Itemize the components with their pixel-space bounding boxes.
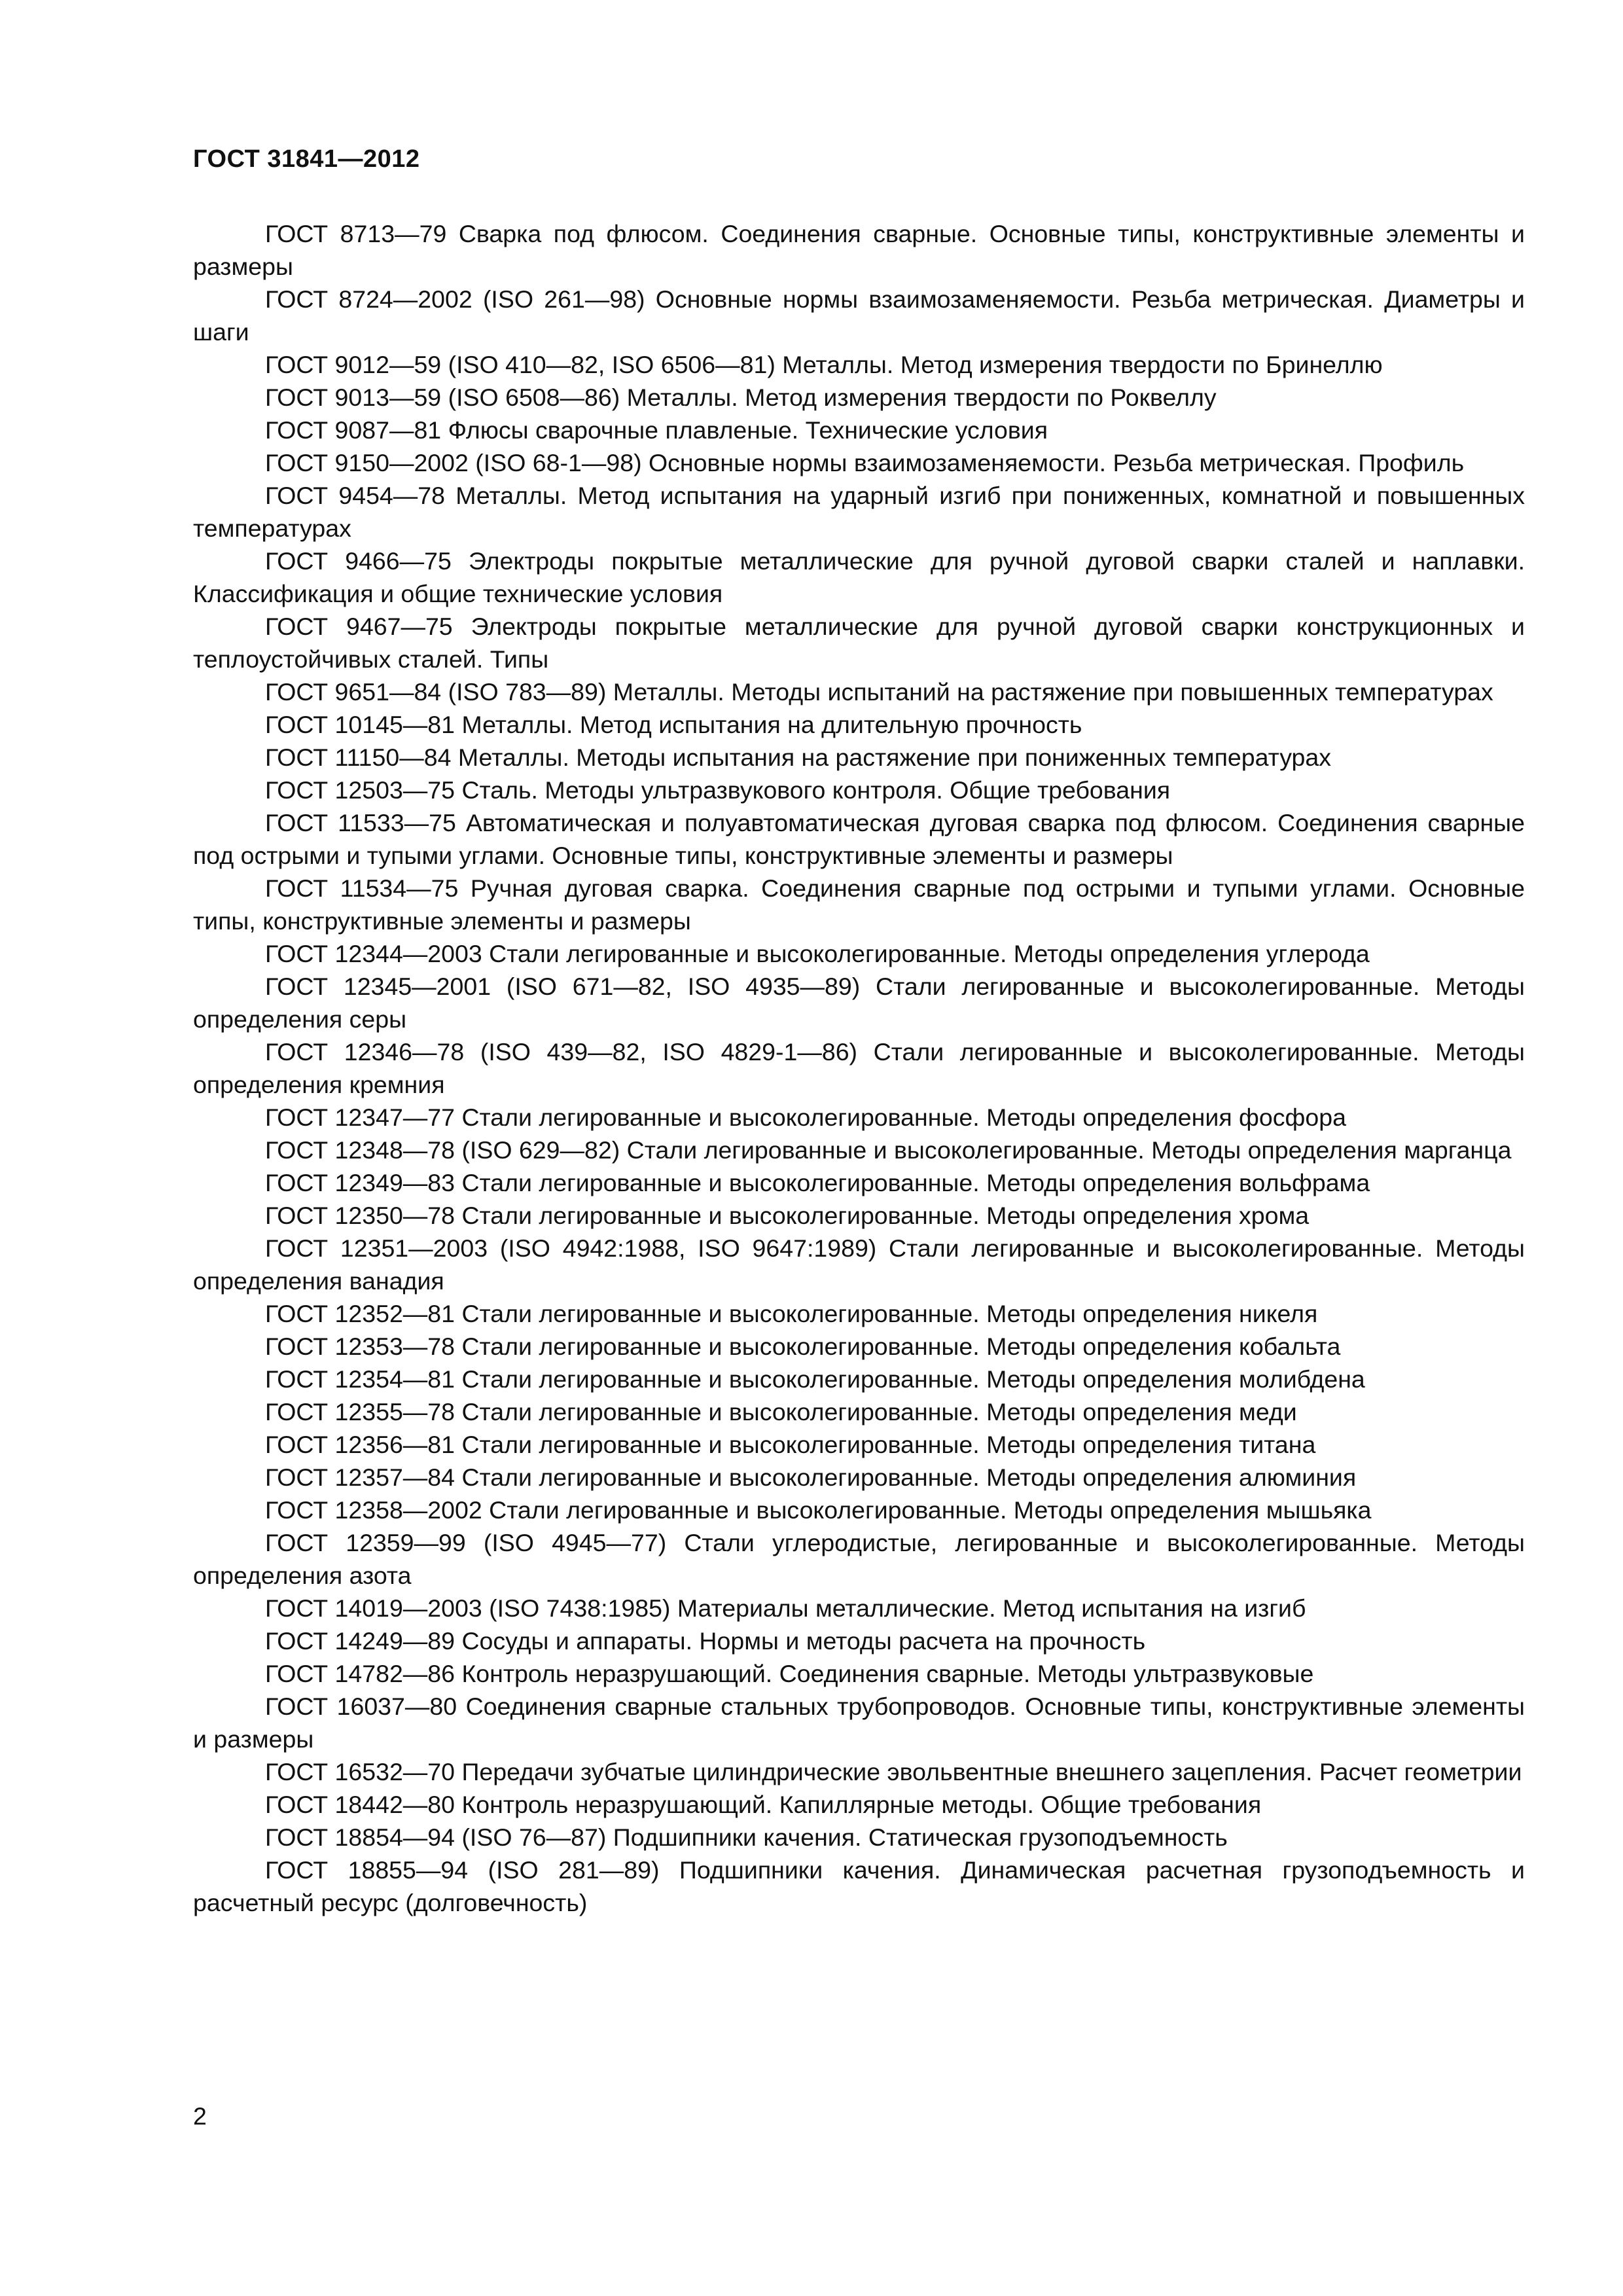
reference-item: ГОСТ 9012—59 (ISO 410—82, ISO 6506—81) Металлы. Метод измерения твердости по Бринеллю: [265, 351, 1383, 378]
reference-item: ГОСТ 9013—59 (ISO 6508—86) Металлы. Метод измерения твердости по Роквеллу: [265, 384, 1217, 411]
reference-item: ГОСТ 12356—81 Стали легированные и высоколегированные. Методы определения титана: [265, 1431, 1316, 1458]
reference-item: ГОСТ 18442—80 Контроль неразрушающий. Капиллярные методы. Общие требования: [265, 1791, 1262, 1818]
reference-item: ГОСТ 12357—84 Стали легированные и высоколегированные. Методы определения алюминия: [265, 1463, 1357, 1491]
reference-item: ГОСТ 18854—94 (ISO 76—87) Подшипники качения. Статическая грузоподъемность: [265, 1823, 1228, 1851]
reference-item: ГОСТ 14249—89 Сосуды и аппараты. Нормы и методы расчета на прочность: [265, 1627, 1146, 1655]
reference-item: ГОСТ 12503—75 Сталь. Методы ультразвукового контроля. Общие требования: [265, 776, 1171, 804]
reference-item: ГОСТ 12347—77 Стали легированные и высоколегированные. Методы определения фосфора: [265, 1103, 1346, 1131]
reference-item: ГОСТ 18855—94 (ISO 281—89) Подшипники качения. Динамическая расчетная грузоподъемность и расчетный ресурс (долговечность): [193, 1856, 1525, 1916]
document-header: ГОСТ 31841—2012: [193, 145, 420, 173]
reference-item: ГОСТ 11534—75 Ручная дуговая сварка. Соединения сварные под острыми и тупыми углами. Основные типы, конструктивные элементы и размеры: [193, 874, 1525, 935]
reference-item: ГОСТ 12348—78 (ISO 629—82) Стали легированные и высоколегированные. Методы определения марганца: [265, 1136, 1512, 1164]
reference-item: ГОСТ 12355—78 Стали легированные и высоколегированные. Методы определения меди: [265, 1398, 1297, 1426]
reference-item: ГОСТ 12352—81 Стали легированные и высоколегированные. Методы определения никеля: [265, 1300, 1318, 1327]
references-list: [193, 217, 1525, 1919]
reference-item: ГОСТ 12351—2003 (ISO 4942:1988, ISO 9647:1989) Стали легированные и высоколегированные. Методы определения ванадия: [193, 1234, 1525, 1295]
reference-item: ГОСТ 12349—83 Стали легированные и высоколегированные. Методы определения вольфрама: [265, 1169, 1370, 1196]
reference-item: ГОСТ 14019—2003 (ISO 7438:1985) Материалы металлические. Метод испытания на изгиб: [265, 1594, 1306, 1622]
reference-item: ГОСТ 16532—70 Передачи зубчатые цилиндрические эвольвентные внешнего зацепления. Расчет геометрии: [265, 1758, 1522, 1785]
reference-item: ГОСТ 9467—75 Электроды покрытые металлические для ручной дуговой сварки конструкционных и теплоустойчивых сталей. Типы: [193, 613, 1525, 673]
reference-item: ГОСТ 9466—75 Электроды покрытые металлические для ручной дуговой сварки сталей и наплавки. Классификация и общие технические условия: [193, 547, 1525, 607]
reference-item: ГОСТ 12344—2003 Стали легированные и высоколегированные. Методы определения углерода: [265, 940, 1370, 967]
reference-item: ГОСТ 16037—80 Соединения сварные стальных трубопроводов. Основные типы, конструктивные элементы и размеры: [193, 1693, 1525, 1753]
reference-item: ГОСТ 12346—78 (ISO 439—82, ISO 4829-1—86) Стали легированные и высоколегированные. Методы определения кремния: [193, 1038, 1525, 1098]
reference-item: ГОСТ 8713—79 Сварка под флюсом. Соединения сварные. Основные типы, конструктивные элементы и размеры: [193, 220, 1525, 280]
reference-item: ГОСТ 14782—86 Контроль неразрушающий. Соединения сварные. Методы ультразвуковые: [265, 1660, 1314, 1687]
reference-item: ГОСТ 9150—2002 (ISO 68-1—98) Основные нормы взаимозаменяемости. Резьба метрическая. Профиль: [265, 449, 1465, 476]
reference-item: ГОСТ 9651—84 (ISO 783—89) Металлы. Методы испытаний на растяжение при повышенных температурах: [265, 678, 1493, 706]
reference-item: ГОСТ 9087—81 Флюсы сварочные плавленые. Технические условия: [265, 416, 1048, 444]
reference-item: ГОСТ 12359—99 (ISO 4945—77) Стали углеродистые, легированные и высоколегированные. Методы определения азота: [193, 1529, 1525, 1589]
reference-item: ГОСТ 11150—84 Металлы. Методы испытания на растяжение при пониженных температурах: [265, 744, 1332, 771]
reference-item: ГОСТ 9454—78 Металлы. Метод испытания на ударный изгиб при пониженных, комнатной и повышенных температурах: [193, 482, 1525, 542]
reference-item: ГОСТ 11533—75 Автоматическая и полуавтоматическая дуговая сварка под флюсом. Соединения сварные под острыми и тупыми углами. Основные типы, конструктивные элементы и размеры: [193, 809, 1525, 869]
reference-item: ГОСТ 10145—81 Металлы. Метод испытания на длительную прочность: [265, 711, 1082, 738]
reference-item: ГОСТ 12353—78 Стали легированные и высоколегированные. Методы определения кобальта: [265, 1333, 1341, 1360]
reference-item: ГОСТ 12350—78 Стали легированные и высоколегированные. Методы определения хрома: [265, 1202, 1310, 1229]
reference-item: ГОСТ 12354—81 Стали легированные и высоколегированные. Методы определения молибдена: [265, 1365, 1365, 1393]
reference-item: ГОСТ 8724—2002 (ISO 261—98) Основные нормы взаимозаменяемости. Резьба метрическая. Диаметры и шаги: [193, 285, 1525, 346]
reference-item: ГОСТ 12358—2002 Стали легированные и высоколегированные. Методы определения мышьяка: [265, 1496, 1372, 1524]
reference-item: ГОСТ 12345—2001 (ISO 671—82, ISO 4935—89) Стали легированные и высоколегированные. Методы определения серы: [193, 973, 1525, 1033]
page-number: 2: [193, 2102, 207, 2130]
